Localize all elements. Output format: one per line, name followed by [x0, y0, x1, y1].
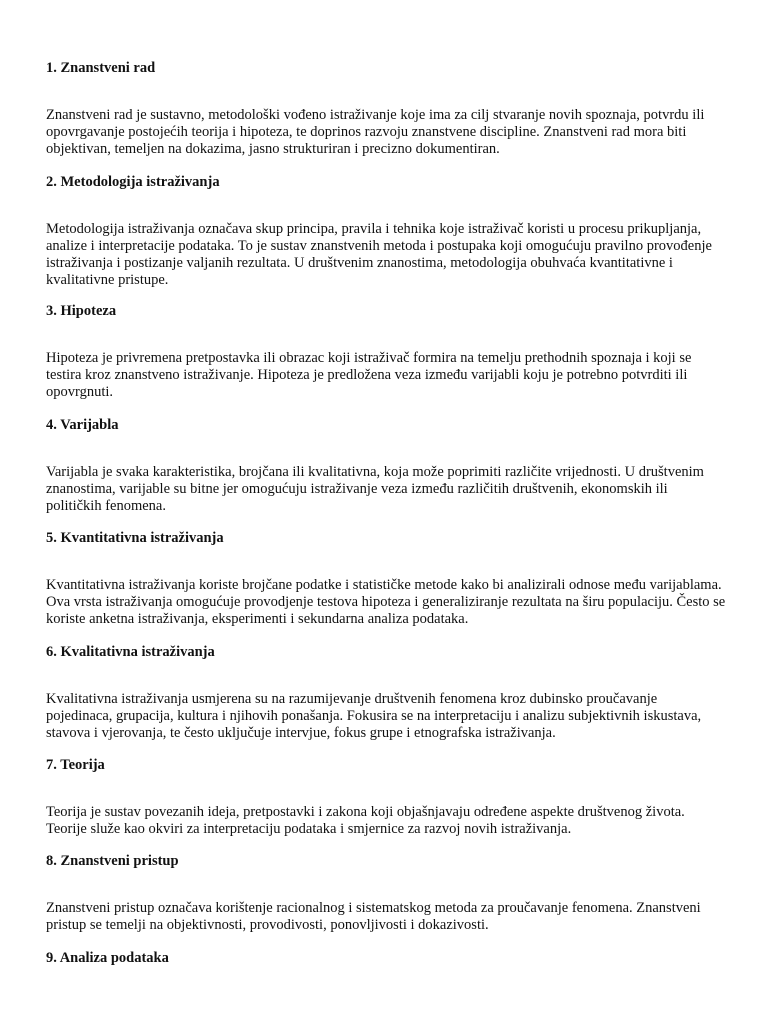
section-paragraph: Kvantitativna istraživanja koriste brojčane podatke i statističke metode kako bi analizirali odnose među varijablama. Ova vrsta istraživanja omogućuje provodjenje testova hipoteza i generaliziranje rezultata na širu populaciju. Često se koriste anketna istraživanja, eksperimenti i sekundarna analiza podataka.	[46, 577, 726, 627]
section-heading: 2. Metodologija istraživanja	[46, 174, 220, 190]
section-heading: 8. Znanstveni pristup	[46, 853, 179, 869]
section-metodologija	[46, 174, 726, 289]
section-kvantitativna	[46, 530, 726, 628]
section-paragraph: Metodologija istraživanja označava skup principa, pravila i tehnika koje istraživač koristi u procesu prikupljanja, analize i interpretacije podataka. To je sustav znanstvenih metoda i postupaka koji omogućuju pravilno provođenje istraživanja i postizanje valjanih rezultata. U društvenim znanostima, metodologija obuhvaća kvantitativne i kvalitativne pristupe.	[46, 221, 712, 288]
section-paragraph: Hipoteza je privremena pretpostavka ili obrazac koji istraživač formira na temelju prethodnih spoznaja i koji se testira kroz znanstveno istraživanje. Hipoteza je predložena veza između varijabli koju je potrebno potvrditi ili opovrgnuti.	[46, 350, 692, 400]
section-heading: 6. Kvalitativna istraživanja	[46, 644, 215, 660]
section-heading: 1. Znanstveni rad	[46, 60, 156, 76]
section-heading: 4. Varijabla	[46, 417, 119, 433]
section-paragraph: Teorija je sustav povezanih ideja, pretpostavki i zakona koji objašnjavaju određene aspekte društvenog života. Teorije služe kao okviri za interpretaciju podataka i smjernice za razvoj novih istraživanja.	[46, 804, 685, 837]
section-kvalitativna	[46, 644, 726, 742]
section-heading: 7. Teorija	[46, 757, 105, 773]
section-paragraph: Znanstveni rad je sustavno, metodološki vođeno istraživanje koje ima za cilj stvaranje novih spoznaja, potvrdu ili opovrgavanje postojećih teorija i hipoteza, te doprinos razvoju znanstvene discipline. Znanstveni rad mora biti objektivan, temeljen na dokazima, jasno strukturiran i precizno dokumentiran.	[46, 107, 705, 157]
section-paragraph: Kvalitativna istraživanja usmjerena su na razumijevanje društvenih fenomena kroz dubinsko proučavanje pojedinaca, grupacija, kultura i njihovih ponašanja. Fokusira se na interpretaciju i analizu subjektivnih iskustava, stavova i vjerovanja, te često uključuje intervjue, fokus grupe i etnografska istraživanja.	[46, 691, 702, 741]
section-znanstveni-rad	[46, 60, 726, 158]
section-teorija	[46, 757, 726, 838]
section-heading: 9. Analiza podataka	[46, 950, 169, 966]
section-heading: 3. Hipoteza	[46, 303, 117, 319]
section-heading: 5. Kvantitativna istraživanja	[46, 530, 224, 546]
section-hipoteza	[46, 303, 726, 401]
section-analiza-podataka	[46, 950, 726, 967]
section-varijabla	[46, 417, 726, 515]
section-znanstveni-pristup	[46, 853, 726, 934]
section-paragraph: Varijabla je svaka karakteristika, brojčana ili kvalitativna, koja može poprimiti različite vrijednosti. U društvenim znanostima, varijable su bitne jer omogućuju istraživanje veza između različitih društvenih, ekonomskih ili političkih fenomena.	[46, 464, 704, 514]
section-paragraph: Znanstveni pristup označava korištenje racionalnog i sistematskog metoda za proučavanje fenomena. Znanstveni pristup se temelji na objektivnosti, provodivosti, ponovljivosti i dokazivosti.	[46, 900, 701, 933]
